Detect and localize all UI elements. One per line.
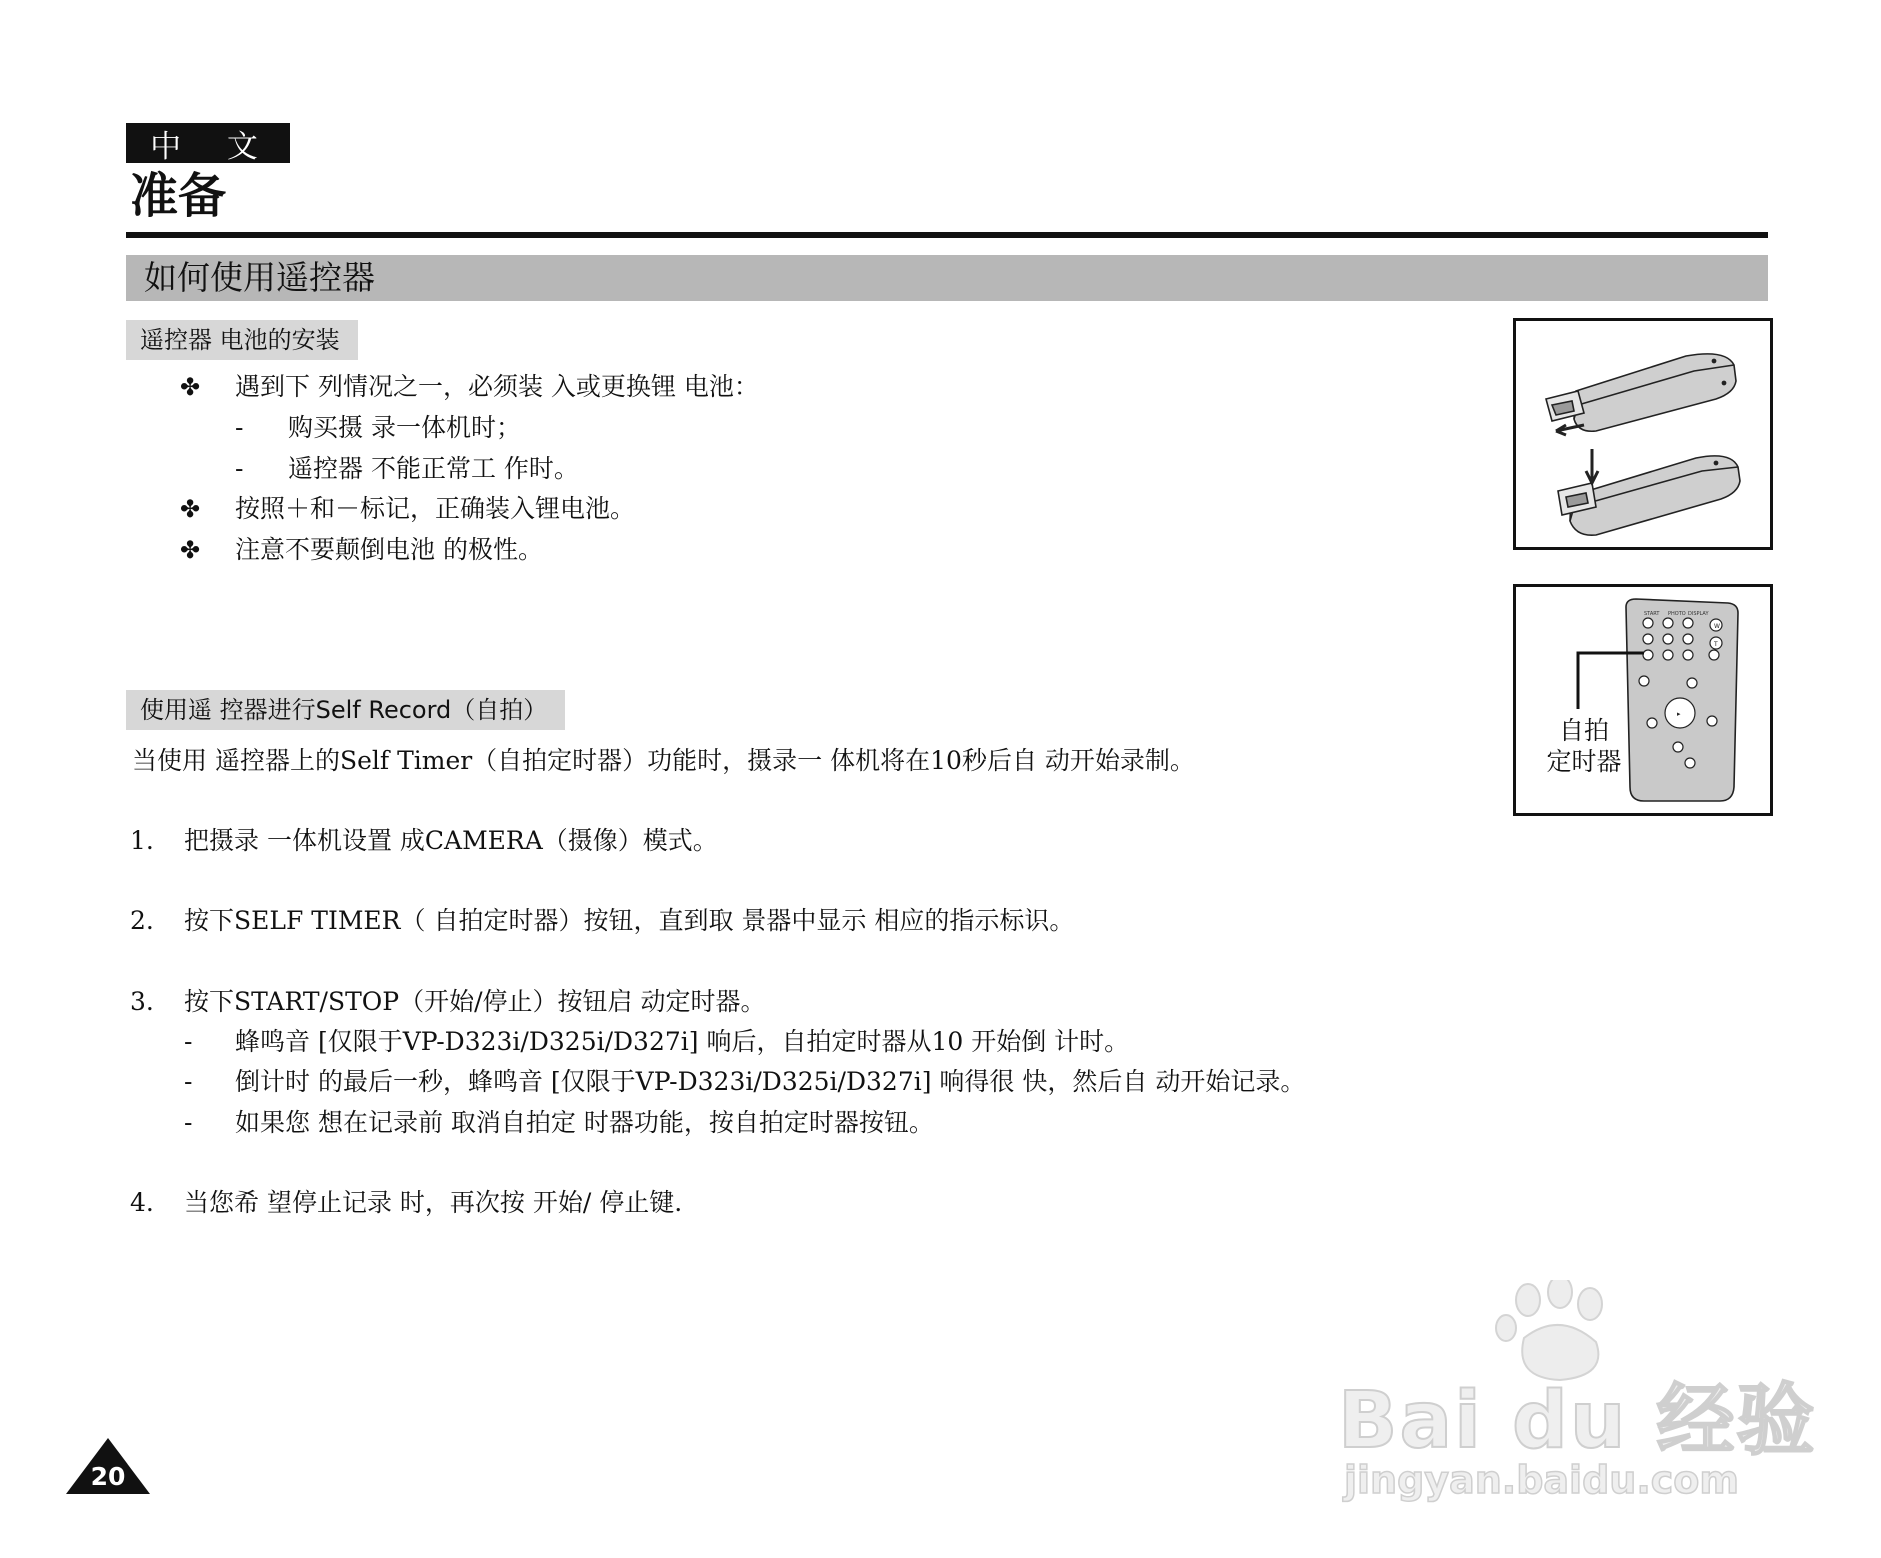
- step-4-number: 4.: [130, 1188, 154, 1217]
- bullet-icon: ✤: [180, 373, 201, 401]
- dash-2: -: [235, 454, 244, 483]
- self-timer-callout: [1544, 715, 1624, 778]
- remote-with-tray-in: [1558, 449, 1740, 535]
- battery-insertion-figure: [1513, 318, 1773, 550]
- step-3-sub-item-2: 倒计时 的最后一秒，蜂鸣音 [仅限于VP-D323i/D325i/D327i] 响得很 快，然后自 动开始记录。: [235, 1067, 1306, 1096]
- battery-bullet-2-text: 按照＋和－标记，正确装入锂电池。: [235, 494, 636, 523]
- svg-text:T: T: [1714, 641, 1718, 648]
- battery-heading: 遥控器 电池的安装: [126, 320, 358, 360]
- remote-control-figure: [1513, 584, 1773, 816]
- step-3-number: 3.: [130, 987, 154, 1016]
- bullet-icon: ✤: [180, 536, 201, 564]
- battery-insertion-illustration: [1516, 321, 1770, 547]
- callout-line-1: 自拍: [1558, 716, 1609, 745]
- battery-bullet-1-text: 遇到下 列情况之一，必须装 入或更换锂 电池：: [235, 372, 759, 401]
- step-2-number: 2.: [130, 906, 154, 935]
- watermark-brand: Bai du 经验: [1338, 1376, 1817, 1466]
- step-3-text: 按下START/STOP（开始/停止）按钮启 动定时器。: [184, 987, 766, 1016]
- watermark-url: jingyan.baidu.com: [1344, 1458, 1739, 1502]
- svg-text:START: START: [1644, 611, 1660, 617]
- battery-bullet-3-text: 注意不要颠倒电池 的极性。: [235, 535, 543, 564]
- step-4-text: 当您希 望停止记录 时，再次按 开始/ 停止键.: [184, 1188, 683, 1217]
- language-tag: 中 文: [126, 123, 290, 163]
- dash-1: -: [235, 413, 244, 442]
- dash-5: -: [184, 1108, 193, 1137]
- step-3-sub-item-3: 如果您 想在记录前 取消自拍定 时器功能，按自拍定时器按钮。: [235, 1108, 934, 1137]
- self-record-intro: 当使用 遥控器上的Self Timer（自拍定时器）功能时，摄录一 体机将在10秒后自 动开始录制。: [132, 746, 1195, 775]
- self-record-heading: 使用遥 控器进行Self Record（自拍）: [126, 690, 565, 730]
- battery-bullet-1: [180, 372, 200, 402]
- battery-bullet-3: [180, 535, 200, 565]
- step-3-sub-item-1: 蜂鸣音 [仅限于VP-D323i/D325i/D327i] 响后，自拍定时器从10 开始倒 计时。: [235, 1027, 1130, 1056]
- svg-text:PHOTO: PHOTO: [1668, 611, 1686, 617]
- title-rule: [126, 232, 1768, 238]
- remote-with-tray-out: [1546, 354, 1736, 435]
- dash-3: -: [184, 1027, 193, 1056]
- battery-sub-item-2: 遥控器 不能正常工 作时。: [288, 454, 579, 483]
- step-1-text: 把摄录 一体机设置 成CAMERA（摄像）模式。: [184, 826, 718, 855]
- bullet-icon: ✤: [180, 495, 201, 523]
- callout-line-2: 定时器: [1546, 747, 1622, 777]
- page-title: 准备: [130, 168, 227, 224]
- step-1-number: 1.: [130, 826, 154, 855]
- battery-bullet-2: [180, 494, 200, 524]
- battery-sub-item-1: 购买摄 录一体机时；: [288, 413, 521, 442]
- step-2-text: 按下SELF TIMER（ 自拍定时器）按钮，直到取 景器中显示 相应的指示标识。: [184, 906, 1075, 935]
- remote-control-illustration: [1516, 587, 1770, 813]
- section-title: 如何使用遥控器: [126, 255, 1768, 301]
- baidu-watermark: [1338, 1280, 1817, 1510]
- dash-4: -: [184, 1067, 193, 1096]
- svg-text:DISPLAY: DISPLAY: [1688, 611, 1709, 617]
- svg-text:▸: ▸: [1677, 710, 1681, 718]
- svg-text:W: W: [1714, 623, 1720, 630]
- page-number: 20: [90, 1462, 126, 1491]
